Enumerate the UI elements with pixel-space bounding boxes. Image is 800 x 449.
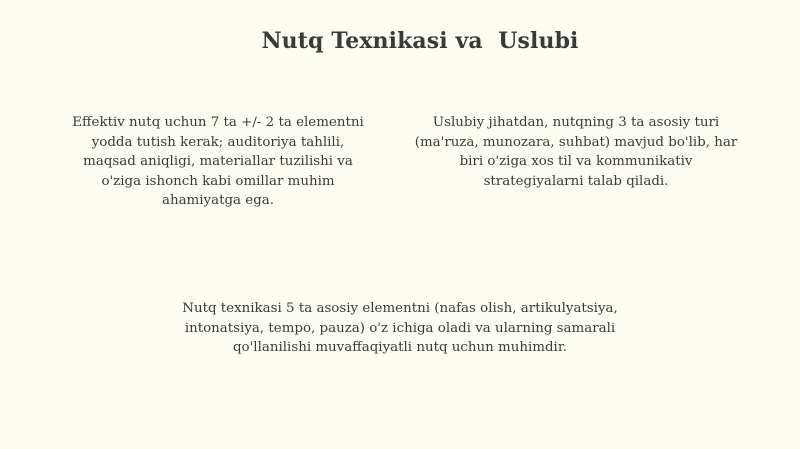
left-text-block: Effektiv nutq uchun 7 ta +/- 2 ta elementni yodda tutish kerak; auditoriya tahlili, maqsad aniqligi, materiallar tuzilishi va o'ziga ishonch kabi omillar muhim ahamiyatga ega. xyxy=(72,115,364,208)
slide-title: Nutq Texnikasi va Uslubi xyxy=(261,28,579,54)
right-text-block: Uslubiy jihatdan, nutqning 3 ta asosiy turi (ma'ruza, munozara, suhbat) mavjud bo'lib, har biri o'ziga xos til va kommunikativ strategiyalarni talab qiladi. xyxy=(414,115,738,189)
bottom-text-block: Nutq texnikasi 5 ta asosiy elementni (nafas olish, artikulyatsiya, intonatsiya, tempo, pauza) o'z ichiga oladi va ularning samarali qo'llanilishi muvaffaqiyatli nutq uchun muhimdir. xyxy=(182,301,618,355)
